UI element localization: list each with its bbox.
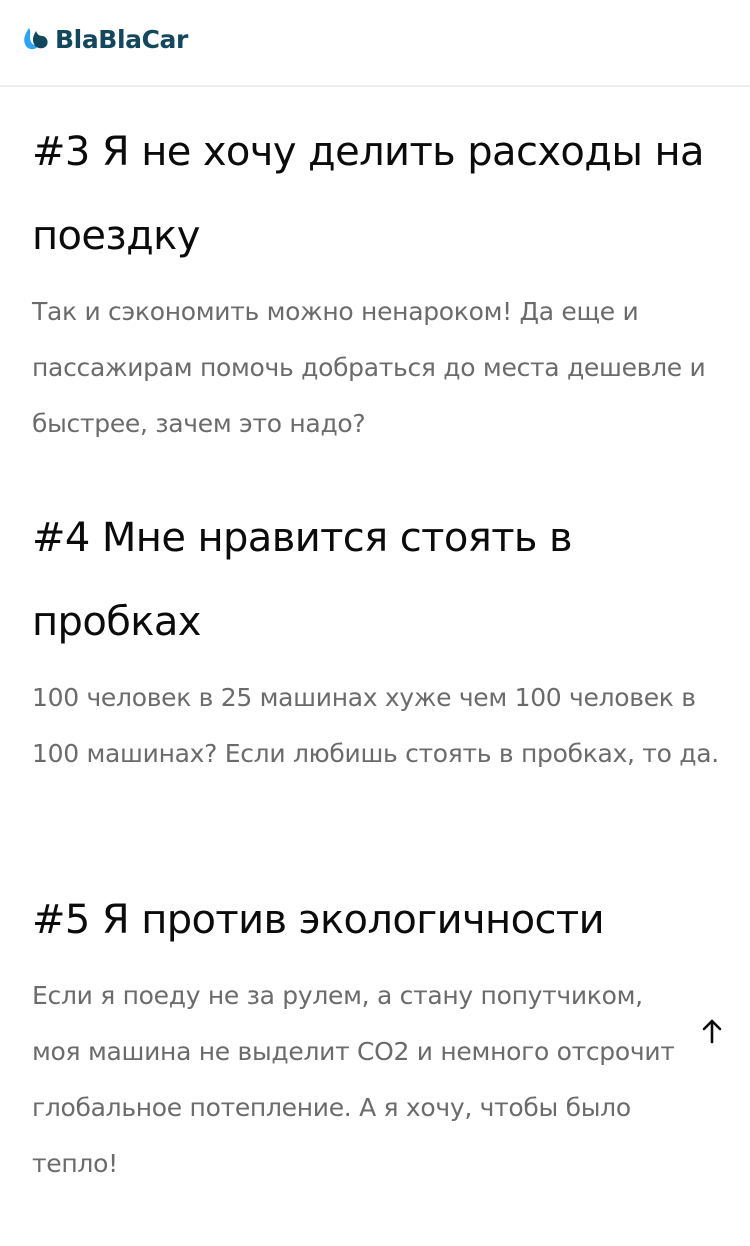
- section-text: Так и сэкономить можно ненароком! Да еще и пассажирам помочь добраться до места дешевле и быстрее, зачем это надо?: [32, 297, 706, 438]
- section-text: Если я поеду не за рулем, а стану попутчиком, моя машина не выделит CO2 и немного отсрочит глобальное потепление. А я хочу, чтобы было тепло!: [32, 981, 675, 1178]
- back-to-top-button[interactable]: [690, 1011, 734, 1055]
- site-header: [0, 0, 750, 87]
- section-title: #5 Я против экологичности: [32, 897, 604, 943]
- logo-text: BlaBlaCar: [55, 24, 188, 54]
- section-title: #4 Мне нравится стоять в пробках: [32, 515, 572, 645]
- section-4: [32, 496, 722, 782]
- blablacar-logo[interactable]: [22, 24, 188, 54]
- section-text: 100 человек в 25 машинах хуже чем 100 человек в 100 машинах? Если любишь стоять в пробках, то да.: [32, 683, 719, 768]
- arrow-up-icon: [701, 1018, 723, 1049]
- section-title: #3 Я не хочу делить расходы на поездку: [32, 129, 704, 259]
- section-3: [32, 110, 732, 452]
- blablacar-drops-icon: [22, 24, 52, 54]
- section-5: [32, 878, 692, 1192]
